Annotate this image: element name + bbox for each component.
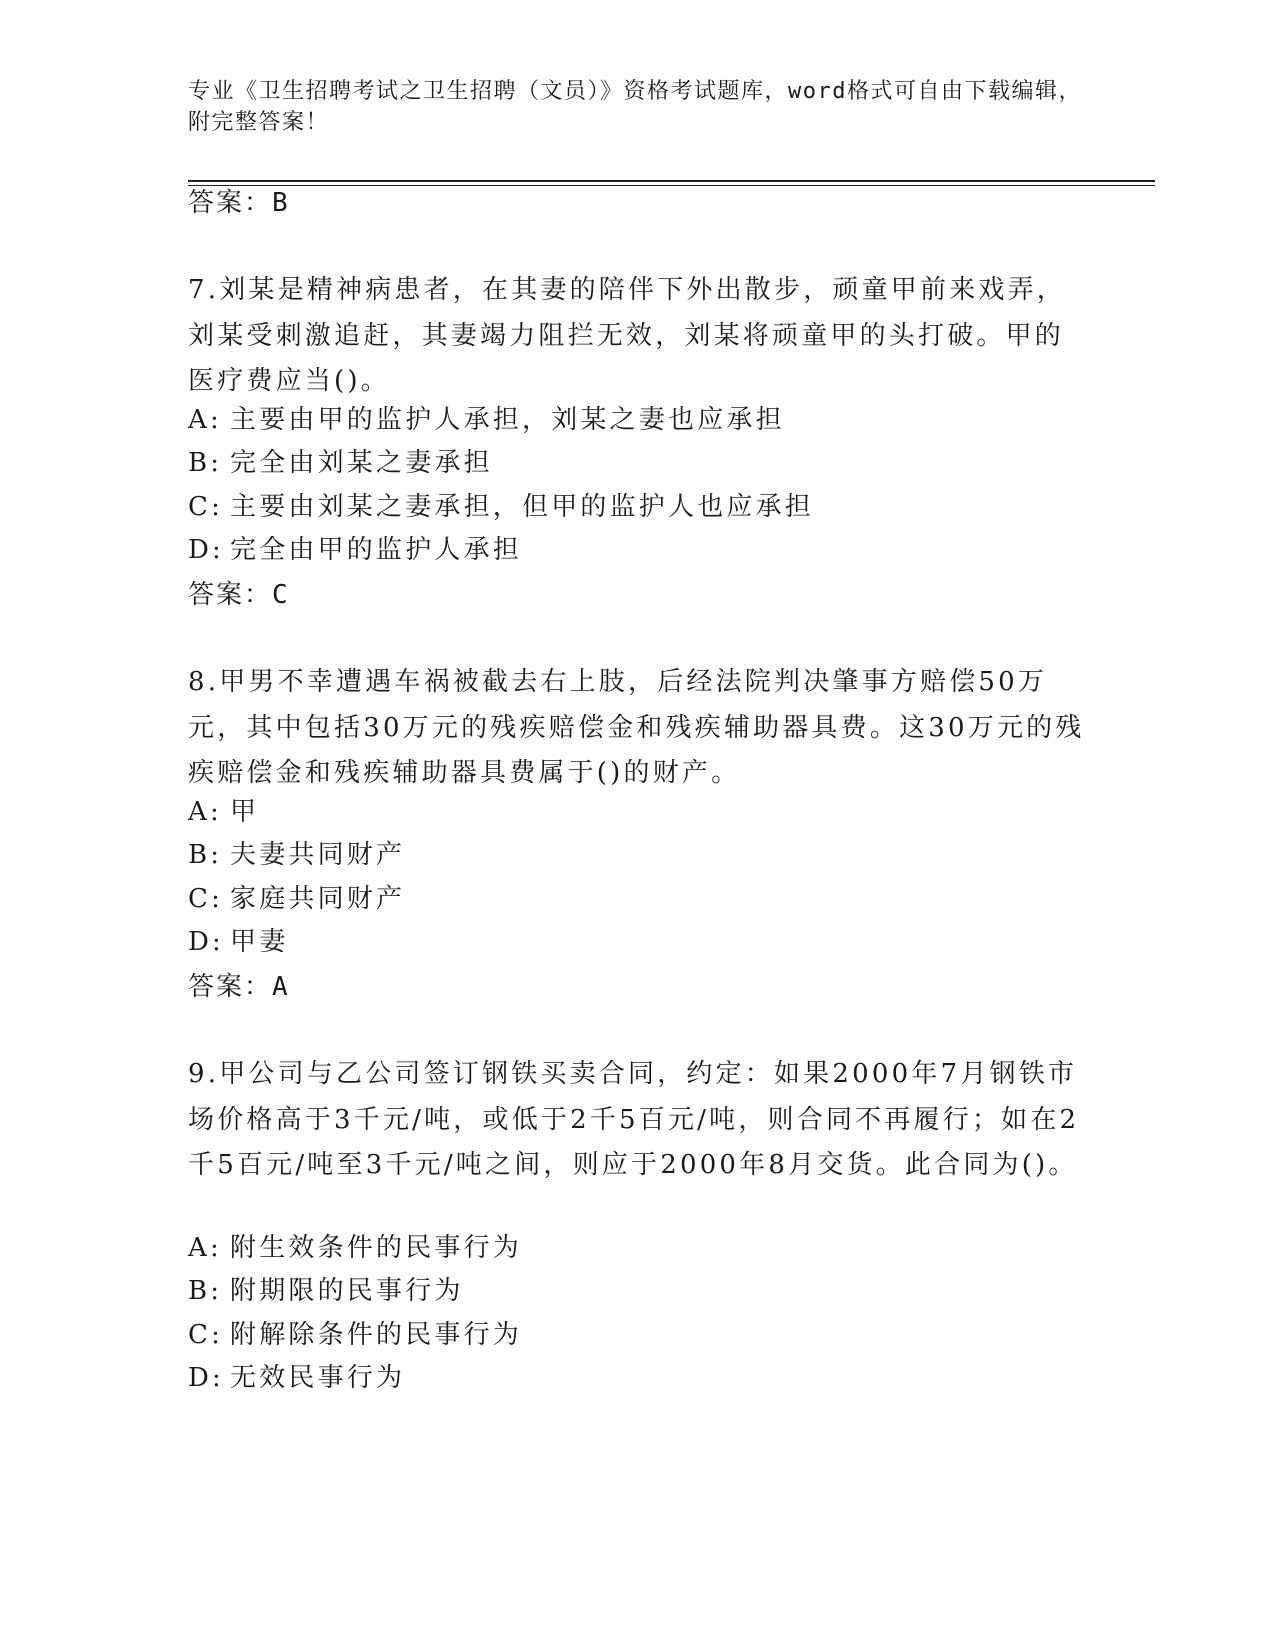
question-7-text: 7.刘某是精神病患者，在其妻的陪伴下外出散步，顽童甲前来戏弄，刘某受刺激追赶，其妻竭力阻拦无效，刘某将顽童甲的头打破。甲的医疗费应当()。: [188, 275, 1067, 396]
option-text: 主要由甲的监护人承担，刘某之妻也应承担: [230, 405, 785, 435]
answer-value: A: [272, 972, 290, 1002]
option-text: 甲妻: [230, 927, 289, 957]
option-key: B:: [188, 448, 223, 478]
question-9-option-a: [188, 1231, 522, 1265]
question-7-option-a: [188, 403, 785, 437]
question-9-text: 9.甲公司与乙公司签订钢铁买卖合同，约定：如果2000年7月钢铁市场价格高于3千元/吨，或低于2千5百元/吨，则合同不再履行；如在2千5百元/吨至3千元/吨之间，则应于2000年8月交货。此合同为()。: [188, 1059, 1080, 1180]
option-text: 甲: [230, 797, 260, 827]
option-text: 附解除条件的民事行为: [230, 1320, 523, 1350]
option-text: 附期限的民事行为: [230, 1276, 464, 1306]
question-7-answer: [188, 578, 290, 612]
option-text: 夫妻共同财产: [230, 840, 406, 870]
question-8-option-a: [188, 795, 259, 829]
option-text: 完全由刘某之妻承担: [230, 448, 493, 478]
option-key: D:: [188, 535, 225, 565]
question-7-option-d: [188, 533, 522, 567]
option-key: D:: [188, 927, 225, 957]
question-7-option-c: [188, 490, 814, 524]
option-key: A:: [188, 405, 222, 435]
option-key: B:: [188, 1276, 223, 1306]
document-header: [188, 76, 1088, 138]
option-text: 完全由甲的监护人承担: [230, 535, 523, 565]
option-key: A:: [188, 1233, 222, 1263]
answer-value: B: [272, 188, 290, 218]
option-text: 家庭共同财产: [230, 884, 406, 914]
question-9-option-b: [188, 1274, 464, 1308]
question-9-option-d: [188, 1361, 405, 1395]
question-8-option-d: [188, 925, 288, 959]
option-key: C:: [188, 492, 224, 522]
question-8-option-b: [188, 838, 405, 872]
answer-label: 答案：: [188, 580, 273, 610]
question-8-text: 8.甲男不幸遭遇车祸被截去右上肢，后经法院判决肇事方赔偿50万元，其中包括30万元的残疾赔偿金和残疾辅助器具费。这30万元的残疾赔偿金和残疾辅助器具费属于()的财产。: [188, 667, 1085, 788]
option-key: C:: [188, 884, 224, 914]
answer-label: 答案：: [188, 188, 273, 218]
header-divider-thick: [188, 180, 1155, 182]
option-text: 附生效条件的民事行为: [230, 1233, 523, 1263]
header-divider-thin: [188, 185, 1155, 186]
option-key: C:: [188, 1320, 224, 1350]
option-key: D:: [188, 1363, 225, 1393]
option-text: 无效民事行为: [230, 1363, 406, 1393]
option-key: B:: [188, 840, 223, 870]
question-8-option-c: [188, 882, 405, 916]
question-7-option-b: [188, 446, 493, 480]
question-9-option-c: [188, 1318, 522, 1352]
answer-value: C: [272, 580, 290, 610]
question-8-answer: [188, 970, 290, 1004]
answer-label: 答案：: [188, 972, 273, 1002]
answer-previous: [188, 186, 290, 220]
option-key: A:: [188, 797, 222, 827]
option-text: 主要由刘某之妻承担，但甲的监护人也应承担: [230, 492, 815, 522]
header-intro-text: 专业《卫生招聘考试之卫生招聘（文员）》资格考试题库，word格式可自由下载编辑，附完整答案！: [188, 79, 1082, 135]
